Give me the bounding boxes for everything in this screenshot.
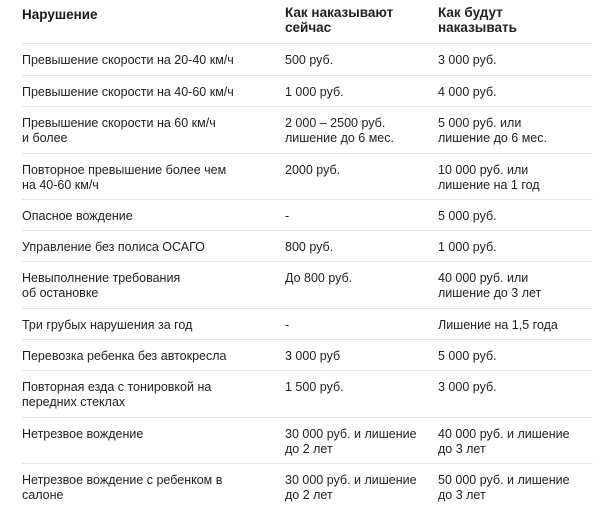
cell-future: 40 000 руб. и лишение до 3 лет [438, 427, 570, 456]
cell-violation: Три грубых нарушения за год [22, 318, 193, 332]
cell-current: 2 000 – 2500 руб. лишение до 6 мес. [285, 116, 394, 145]
header-future-penalty: Как будут наказывать [438, 5, 517, 35]
cell-future: 4 000 руб. [438, 85, 497, 99]
cell-violation: Превышение скорости на 20-40 км/ч [22, 53, 234, 67]
cell-violation: Превышение скорости на 40-60 км/ч [22, 85, 234, 99]
cell-violation: Нетрезвое вождение с ребенком в салоне [22, 473, 223, 502]
cell-future: 5 000 руб. [438, 349, 497, 363]
cell-violation: Невыполнение требования об остановке [22, 271, 181, 300]
cell-current: 30 000 руб. и лишение до 2 лет [285, 427, 417, 456]
cell-current: 500 руб. [285, 53, 334, 67]
cell-future: Лишение на 1,5 года [438, 318, 558, 332]
cell-current: 2000 руб. [285, 163, 341, 177]
cell-violation: Превышение скорости на 60 км/ч и более [22, 116, 216, 145]
cell-current: 1 000 руб. [285, 85, 344, 99]
table-row [22, 76, 593, 107]
header-current-penalty: Как наказывают сейчас [285, 5, 394, 35]
table-row [22, 44, 593, 76]
table-row [22, 200, 593, 231]
cell-current: 3 000 руб [285, 349, 341, 363]
cell-violation: Повторная езда с тонировкой на передних стеклах [22, 380, 212, 409]
cell-future: 40 000 руб. или лишение до 3 лет [438, 271, 542, 300]
cell-future: 1 000 руб. [438, 240, 497, 254]
table-row [22, 371, 593, 418]
cell-current: - [285, 209, 290, 223]
table-row [22, 107, 593, 154]
cell-violation: Перевозка ребенка без автокресла [22, 349, 227, 363]
cell-current: - [285, 318, 290, 332]
table-row [22, 231, 593, 262]
table-row [22, 340, 593, 371]
table-row [22, 309, 593, 340]
cell-future: 5 000 руб. [438, 209, 497, 223]
cell-current: 30 000 руб. и лишение до 2 лет [285, 473, 417, 502]
table-row [22, 418, 593, 464]
table-row [22, 154, 593, 200]
header-violation: Нарушение [22, 7, 98, 22]
table-row [22, 464, 593, 510]
cell-current: До 800 руб. [285, 271, 353, 285]
cell-violation: Опасное вождение [22, 209, 133, 223]
cell-future: 5 000 руб. или лишение до 6 мес. [438, 116, 547, 145]
cell-future: 3 000 руб. [438, 53, 497, 67]
cell-violation: Управление без полиса ОСАГО [22, 240, 205, 254]
cell-violation: Повторное превышение более чем на 40-60 км/ч [22, 163, 227, 192]
cell-future: 3 000 руб. [438, 380, 497, 394]
cell-violation: Нетрезвое вождение [22, 427, 144, 441]
cell-current: 1 500 руб. [285, 380, 344, 394]
table-header-row [22, 0, 593, 44]
cell-current: 800 руб. [285, 240, 334, 254]
cell-future: 10 000 руб. или лишение на 1 год [438, 163, 540, 192]
cell-future: 50 000 руб. и лишение до 3 лет [438, 473, 570, 502]
table-row [22, 262, 593, 309]
